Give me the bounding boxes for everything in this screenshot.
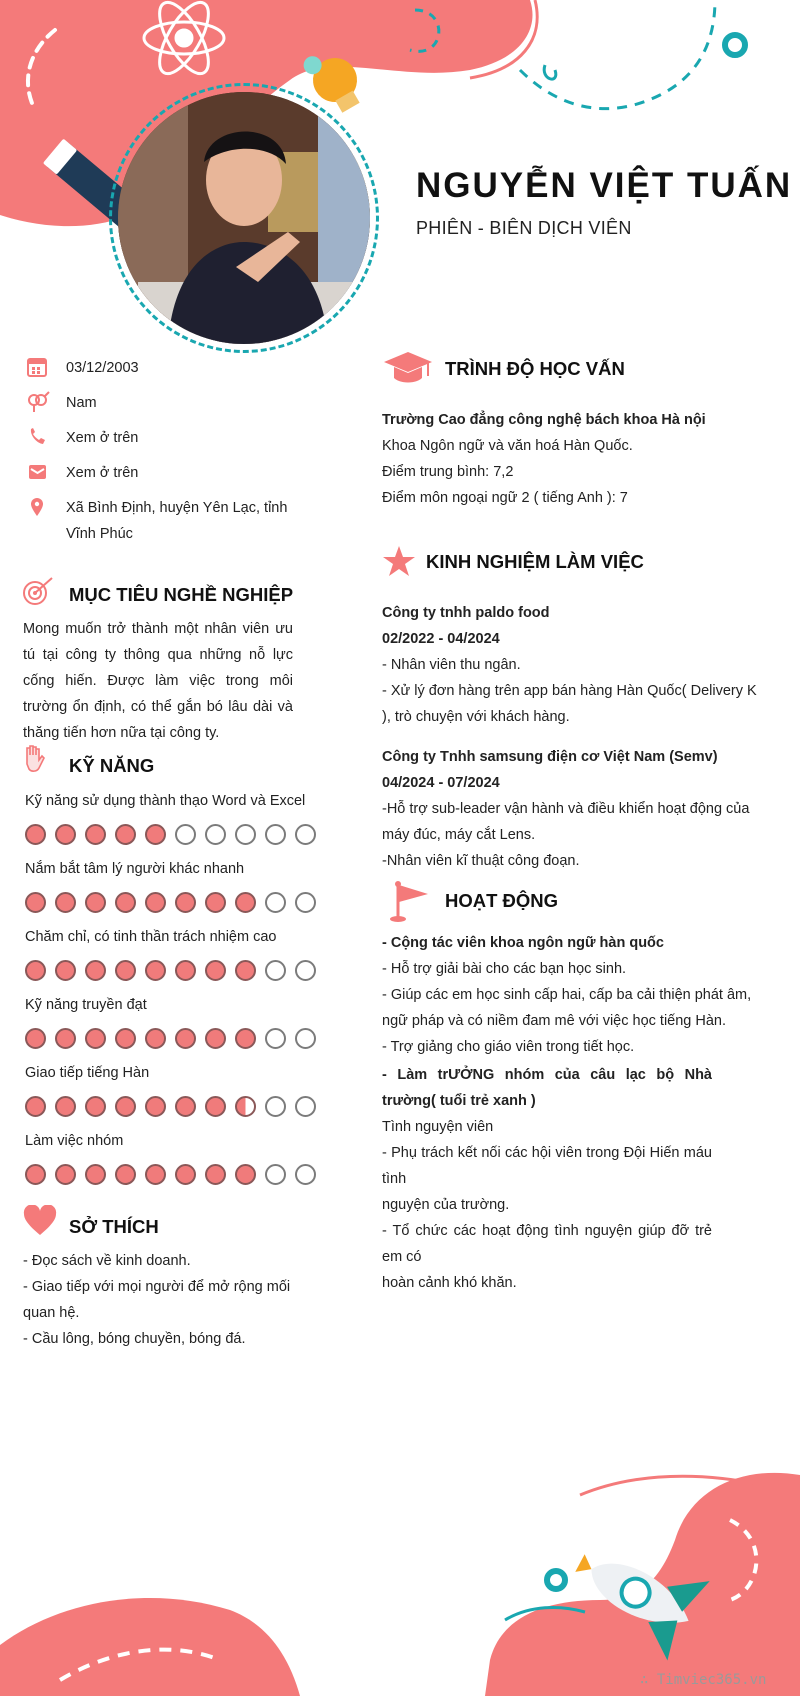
skill-rating-dot	[25, 1164, 46, 1185]
birthdate-text: 03/12/2003	[66, 360, 139, 376]
job-line: máy đúc, máy cắt Lens.	[382, 827, 536, 843]
skill-rating-dot	[115, 960, 136, 981]
objective-text: Mong muốn trở thành một nhân viên ưu tú tại công ty thông qua những nỗ lực cống hiến. Được làm việc trong môi trường ổn định, có thể gắn bó lâu dài và thăng tiến hơn nữa tại công ty.	[23, 621, 293, 741]
skill-rating-dot	[175, 824, 196, 845]
skill-rating-dot	[145, 1096, 166, 1117]
skill-item	[25, 1130, 325, 1185]
skill-rating-dot	[115, 892, 136, 913]
heart-icon	[22, 1205, 58, 1237]
skill-rating-dot	[295, 1028, 316, 1049]
skill-rating	[25, 1028, 325, 1049]
skill-rating-dot	[175, 1164, 196, 1185]
objective-title: MỤC TIÊU NGHỀ NGHIỆP	[69, 584, 294, 605]
skill-rating	[25, 960, 325, 981]
skill-rating-dot	[235, 1028, 256, 1049]
skill-rating-dot	[265, 824, 286, 845]
skill-rating-dot	[145, 824, 166, 845]
skill-rating-dot	[25, 824, 46, 845]
skill-item	[25, 790, 325, 845]
education-line: Điểm trung bình: 7,2	[382, 464, 514, 480]
activities-title: HOẠT ĐỘNG	[445, 890, 559, 911]
hobby-item: - Đọc sách về kinh doanh.	[23, 1253, 191, 1269]
job-period: 04/2024 - 07/2024	[382, 775, 500, 791]
skill-name: Giao tiếp tiếng Hàn	[25, 1065, 150, 1081]
hobby-item: - Giao tiếp với mọi người để mở rộng mối quan hệ.	[23, 1279, 291, 1321]
skill-rating-dot	[55, 1028, 76, 1049]
contact-phone	[26, 425, 326, 451]
bottom-left-blob	[0, 1598, 300, 1696]
activity-line: - Hỗ trợ giải bài cho các bạn học sinh.	[382, 961, 627, 977]
activity-line: Tình nguyện viên	[382, 1119, 494, 1135]
activity-line: nguyện của trường.	[382, 1197, 510, 1213]
skill-rating-dot	[85, 1096, 106, 1117]
education-school: Trường Cao đẳng công nghệ bách khoa Hà nội	[382, 412, 706, 428]
skill-rating-dot	[25, 892, 46, 913]
watermark: ∴ Timviec365.vn	[640, 1672, 767, 1688]
skill-rating-dot	[175, 1096, 196, 1117]
dashed-curve-small	[544, 65, 556, 79]
activity-line: ngữ pháp và có niềm đam mê với việc học tiếng Hàn.	[382, 1013, 727, 1029]
skill-rating-dot	[55, 960, 76, 981]
skill-rating-dot	[145, 1164, 166, 1185]
hand-icon	[22, 744, 48, 776]
skill-rating	[25, 1096, 325, 1117]
skill-rating-dot	[205, 824, 226, 845]
activity-line: - Giúp các em học sinh cấp hai, cấp ba cải thiện phát âm,	[382, 987, 752, 1003]
skill-rating-dot	[295, 960, 316, 981]
email-icon	[26, 461, 50, 483]
skill-rating-dot	[85, 960, 106, 981]
job-line: -Hỗ trợ sub-leader vận hành và điều khiển hoạt động của	[382, 801, 750, 817]
teal-ring-bottom	[547, 1571, 565, 1589]
contact-email	[26, 460, 326, 486]
experience-title: KINH NGHIỆM LÀM VIỆC	[426, 551, 644, 572]
skill-rating-dot	[115, 824, 136, 845]
skill-rating-dot	[205, 960, 226, 981]
activity-line: - Tổ chức các hoạt động tình nguyện giúp đỡ trẻ em có	[382, 1223, 712, 1265]
avatar	[118, 92, 370, 344]
skill-rating-dot	[295, 1164, 316, 1185]
skill-rating-dot	[295, 824, 316, 845]
skill-rating	[25, 824, 325, 845]
skill-rating	[25, 892, 325, 913]
candidate-role: PHIÊN - BIÊN DỊCH VIÊN	[416, 218, 632, 238]
activity-1	[382, 930, 752, 1060]
star-icon	[382, 545, 416, 577]
skill-rating-dot	[235, 824, 256, 845]
activity-line: hoàn cảnh khó khăn.	[382, 1275, 517, 1291]
skills-title: KỸ NĂNG	[69, 755, 155, 776]
activity-line: - Trợ giảng cho giáo viên trong tiết học.	[382, 1039, 635, 1055]
skill-rating-dot	[205, 1164, 226, 1185]
job-company: Công ty tnhh paldo food	[382, 605, 550, 621]
education-details	[382, 407, 722, 511]
skill-name: Làm việc nhóm	[25, 1133, 124, 1149]
skill-name: Kỹ năng truyền đạt	[25, 997, 147, 1013]
job-company: Công ty Tnhh samsung điện cơ Việt Nam (Semv)	[382, 749, 718, 765]
skill-rating-dot	[25, 1096, 46, 1117]
dashed-curve-right	[520, 0, 715, 109]
skill-name: Chăm chỉ, có tinh thần trách nhiệm cao	[25, 929, 277, 945]
skill-rating-dot	[265, 960, 286, 981]
profile-photo	[118, 92, 370, 344]
skill-rating-dot	[25, 960, 46, 981]
skill-rating-dot	[25, 1028, 46, 1049]
hobbies-title: SỞ THÍCH	[69, 1216, 159, 1237]
skill-item	[25, 858, 325, 913]
skill-rating-dot	[205, 1028, 226, 1049]
job-line: ), trò chuyện với khách hàng.	[382, 709, 570, 725]
gender-text: Nam	[66, 395, 97, 411]
activity-heading: - Cộng tác viên khoa ngôn ngữ hàn quốc	[382, 935, 664, 951]
skill-rating-dot	[235, 1164, 256, 1185]
hobbies-list	[23, 1248, 303, 1352]
skill-item	[25, 926, 325, 981]
skill-rating-dot	[205, 1096, 226, 1117]
skill-rating-dot	[235, 1096, 256, 1117]
skill-rating-dot	[175, 892, 196, 913]
skill-rating-dot	[85, 824, 106, 845]
skill-rating-dot	[295, 892, 316, 913]
job-line: - Xử lý đơn hàng trên app bán hàng Hàn Quốc( Delivery K	[382, 683, 757, 699]
skill-rating-dot	[85, 892, 106, 913]
education-line: Khoa Ngôn ngữ và văn hoá Hàn Quốc.	[382, 438, 633, 454]
job-line: - Nhân viên thu ngân.	[382, 657, 521, 673]
skill-rating-dot	[295, 1096, 316, 1117]
skill-rating-dot	[85, 1028, 106, 1049]
skill-rating-dot	[115, 1096, 136, 1117]
skill-rating-dot	[235, 960, 256, 981]
contact-birthdate	[26, 355, 326, 381]
contact-address	[26, 495, 326, 547]
experience-job-2	[382, 744, 750, 874]
skill-rating-dot	[265, 1164, 286, 1185]
flag-icon	[388, 880, 432, 924]
gender-icon	[26, 391, 50, 413]
education-title: TRÌNH ĐỘ HỌC VẤN	[445, 358, 625, 379]
skill-item	[25, 994, 325, 1049]
skill-rating-dot	[55, 1164, 76, 1185]
job-period: 02/2022 - 04/2024	[382, 631, 500, 647]
activity-line: - Phụ trách kết nối các hội viên trong Đội Hiến máu tình	[382, 1145, 712, 1187]
skill-rating-dot	[145, 960, 166, 981]
skill-rating	[25, 1164, 325, 1185]
contact-gender	[26, 390, 326, 416]
job-line: -Nhân viên kĩ thuật công đoạn.	[382, 853, 580, 869]
target-icon	[22, 576, 56, 606]
hobby-item: - Cầu lông, bóng chuyền, bóng đá.	[23, 1331, 246, 1347]
skill-rating-dot	[265, 1096, 286, 1117]
skill-rating-dot	[85, 1164, 106, 1185]
calendar-icon	[26, 356, 50, 378]
teal-ring	[725, 35, 745, 55]
skill-name: Kỹ năng sử dụng thành thạo Word và Excel	[25, 793, 306, 809]
skill-rating-dot	[55, 824, 76, 845]
phone-text: Xem ở trên	[66, 430, 139, 446]
activity-2	[382, 1062, 712, 1296]
skill-rating-dot	[55, 1096, 76, 1117]
activity-heading: - Làm trƯỞNG nhóm của câu lạc bộ Nhà trường( tuổi trẻ xanh )	[382, 1067, 712, 1109]
email-text: Xem ở trên	[66, 465, 139, 481]
graduation-cap-icon	[382, 350, 434, 386]
skill-rating-dot	[115, 1028, 136, 1049]
skill-rating-dot	[235, 892, 256, 913]
skill-rating-dot	[175, 1028, 196, 1049]
skill-rating-dot	[265, 1028, 286, 1049]
address-text: Xã Bình Định, huyện Yên Lạc, tỉnh Vĩnh Phúc	[66, 500, 288, 542]
skill-rating-dot	[175, 960, 196, 981]
skill-rating-dot	[55, 892, 76, 913]
skill-rating-dot	[145, 892, 166, 913]
skill-item	[25, 1062, 325, 1117]
candidate-name: NGUYỄN VIỆT TUẤN	[416, 166, 793, 205]
skill-rating-dot	[265, 892, 286, 913]
phone-icon	[26, 426, 50, 448]
experience-job-1	[382, 600, 757, 730]
skill-rating-dot	[205, 892, 226, 913]
skill-name: Nắm bắt tâm lý người khác nhanh	[25, 861, 245, 877]
location-pin-icon	[26, 496, 50, 518]
education-line: Điểm môn ngoại ngữ 2 ( tiếng Anh ): 7	[382, 490, 628, 506]
skill-rating-dot	[115, 1164, 136, 1185]
skill-rating-dot	[145, 1028, 166, 1049]
